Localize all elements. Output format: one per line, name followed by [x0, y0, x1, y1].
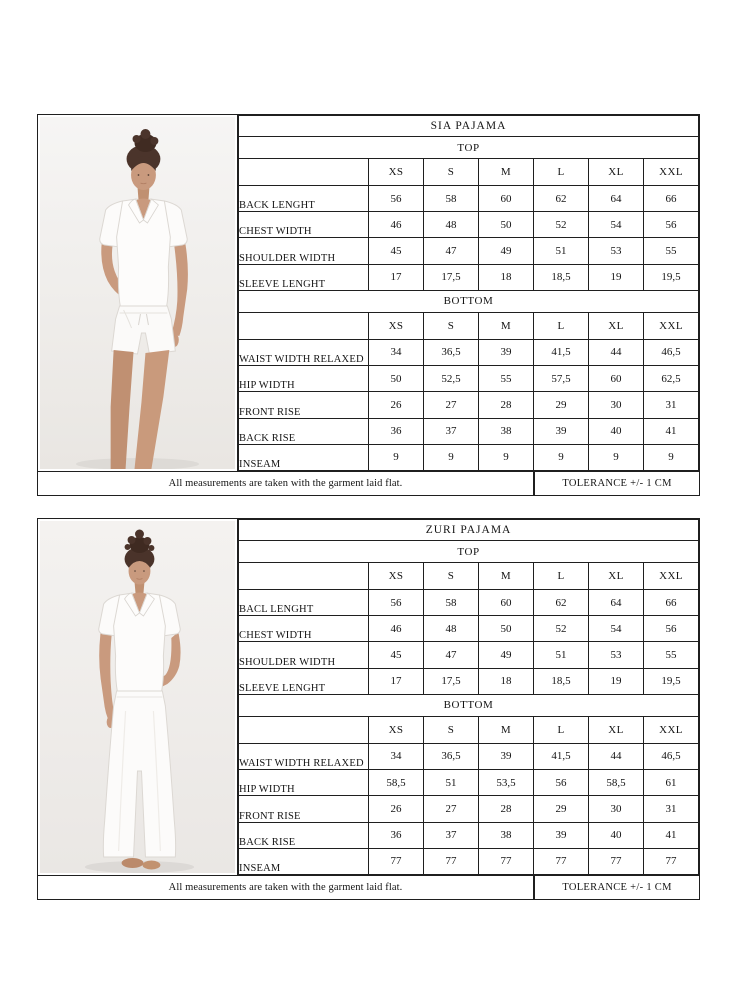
size-column-header: XXL — [644, 563, 699, 590]
table-row — [239, 848, 699, 874]
measurement-value: 51 — [534, 238, 589, 264]
measurement-value: 28 — [479, 392, 534, 418]
size-chart-table-sia — [238, 115, 699, 471]
table-row — [239, 743, 699, 769]
measurement-value: 9 — [424, 444, 479, 470]
measurement-value: 41,5 — [534, 339, 589, 365]
measurement-value: 47 — [424, 642, 479, 668]
empty-corner-cell — [239, 159, 369, 186]
table-row — [239, 642, 699, 668]
measurement-value: 58,5 — [589, 770, 644, 796]
table-row — [239, 212, 699, 238]
measurement-value: 17,5 — [424, 668, 479, 694]
measurement-value: 18,5 — [534, 264, 589, 290]
measurement-value: 45 — [369, 238, 424, 264]
size-column-header: XL — [589, 312, 644, 339]
measurement-value: 48 — [424, 212, 479, 238]
measurement-value: 56 — [369, 186, 424, 212]
measurement-value: 19 — [589, 264, 644, 290]
measurement-value: 39 — [534, 822, 589, 848]
measurement-value: 56 — [534, 770, 589, 796]
measurement-value: 52 — [534, 616, 589, 642]
measurement-value: 9 — [589, 444, 644, 470]
size-column-header: XS — [369, 563, 424, 590]
model-photo-illustration — [40, 521, 235, 873]
measurement-value: 53,5 — [479, 770, 534, 796]
measurement-value: 62 — [534, 590, 589, 616]
measurement-value: 49 — [479, 642, 534, 668]
measurement-value: 51 — [424, 770, 479, 796]
measurement-value: 66 — [644, 590, 699, 616]
size-column-header: L — [534, 563, 589, 590]
footer-row — [38, 875, 699, 899]
measurement-value: 41 — [644, 822, 699, 848]
measurement-label: HIP WIDTH — [239, 770, 369, 796]
measurement-value: 37 — [424, 822, 479, 848]
measurement-value: 19,5 — [644, 668, 699, 694]
note-text: All measurements are taken with the garment laid flat. — [38, 472, 535, 495]
size-column-header: XS — [369, 716, 424, 743]
model-photo-illustration — [40, 117, 235, 469]
measurement-label: HIP WIDTH — [239, 366, 369, 392]
footer-row — [38, 471, 699, 495]
measurement-value: 50 — [369, 366, 424, 392]
table-row — [239, 392, 699, 418]
measurement-label: INSEAM — [239, 848, 369, 874]
table-row — [239, 616, 699, 642]
size-chart-block-zuri — [37, 518, 700, 900]
size-column-header: M — [479, 563, 534, 590]
measurement-value: 54 — [589, 212, 644, 238]
measurement-value: 34 — [369, 339, 424, 365]
size-column-header: L — [534, 716, 589, 743]
measurement-value: 77 — [534, 848, 589, 874]
measurement-label: SHOULDER WIDTH — [239, 238, 369, 264]
measurement-value: 17 — [369, 668, 424, 694]
measurement-label: CHEST WIDTH — [239, 212, 369, 238]
measurement-value: 18,5 — [534, 668, 589, 694]
measurement-label: INSEAM — [239, 444, 369, 470]
table-row — [239, 796, 699, 822]
measurement-value: 46 — [369, 616, 424, 642]
measurement-label: SLEEVE LENGHT — [239, 668, 369, 694]
measurement-value: 19 — [589, 668, 644, 694]
measurement-value: 27 — [424, 796, 479, 822]
measurement-label: FRONT RISE — [239, 392, 369, 418]
measurement-value: 29 — [534, 796, 589, 822]
size-column-header: M — [479, 312, 534, 339]
measurement-value: 53 — [589, 238, 644, 264]
measurement-value: 36 — [369, 822, 424, 848]
size-column-header: XL — [589, 159, 644, 186]
measurement-value: 60 — [479, 590, 534, 616]
size-column-header: M — [479, 159, 534, 186]
measurement-value: 52 — [534, 212, 589, 238]
measurement-value: 64 — [589, 590, 644, 616]
measurement-value: 36 — [369, 418, 424, 444]
size-chart-table-zuri — [238, 519, 699, 875]
measurement-value: 56 — [644, 616, 699, 642]
table-row — [239, 339, 699, 365]
measurement-label: BACK RISE — [239, 822, 369, 848]
measurement-value: 50 — [479, 616, 534, 642]
measurement-value: 9 — [369, 444, 424, 470]
measurement-value: 58 — [424, 590, 479, 616]
measurement-label: CHEST WIDTH — [239, 616, 369, 642]
size-column-header: L — [534, 312, 589, 339]
model-photo — [38, 519, 238, 875]
measurement-value: 45 — [369, 642, 424, 668]
measurement-value: 30 — [589, 392, 644, 418]
measurement-value: 46,5 — [644, 743, 699, 769]
table-row — [239, 668, 699, 694]
measurement-value: 18 — [479, 668, 534, 694]
size-chart-title: SIA PAJAMA — [239, 116, 699, 137]
measurement-label: WAIST WIDTH RELAXED — [239, 339, 369, 365]
measurement-value: 56 — [369, 590, 424, 616]
measurement-value: 17 — [369, 264, 424, 290]
section-header-top: TOP — [239, 137, 699, 159]
measurement-value: 9 — [479, 444, 534, 470]
size-column-header: S — [424, 563, 479, 590]
tolerance-text: TOLERANCE +/- 1 CM — [562, 882, 672, 893]
size-chart-block-sia — [37, 114, 700, 496]
measurement-value: 51 — [534, 642, 589, 668]
measurement-label: BACL LENGHT — [239, 590, 369, 616]
measurement-label: FRONT RISE — [239, 796, 369, 822]
size-column-header: XS — [369, 312, 424, 339]
measurement-value: 31 — [644, 392, 699, 418]
measurement-value: 66 — [644, 186, 699, 212]
measurement-value: 58,5 — [369, 770, 424, 796]
table-row — [239, 418, 699, 444]
measurement-value: 77 — [479, 848, 534, 874]
size-column-header: M — [479, 716, 534, 743]
table-row — [239, 590, 699, 616]
measurement-value: 9 — [534, 444, 589, 470]
table-row — [239, 186, 699, 212]
measurement-value: 18 — [479, 264, 534, 290]
measurement-value: 46 — [369, 212, 424, 238]
measurement-value: 37 — [424, 418, 479, 444]
measurement-label: WAIST WIDTH RELAXED — [239, 743, 369, 769]
measurement-value: 60 — [589, 366, 644, 392]
table-row — [239, 444, 699, 470]
size-column-header: XS — [369, 159, 424, 186]
measurement-value: 77 — [644, 848, 699, 874]
measurement-value: 36,5 — [424, 743, 479, 769]
measurement-value: 39 — [534, 418, 589, 444]
note-text: All measurements are taken with the garment laid flat. — [38, 876, 535, 899]
size-chart-title: ZURI PAJAMA — [239, 520, 699, 541]
measurement-value: 50 — [479, 212, 534, 238]
measurement-label: SHOULDER WIDTH — [239, 642, 369, 668]
measurement-value: 61 — [644, 770, 699, 796]
measurement-value: 53 — [589, 642, 644, 668]
measurement-value: 44 — [589, 339, 644, 365]
empty-corner-cell — [239, 716, 369, 743]
measurement-value: 41,5 — [534, 743, 589, 769]
measurement-value: 41 — [644, 418, 699, 444]
measurement-value: 55 — [479, 366, 534, 392]
section-header-bottom: BOTTOM — [239, 694, 699, 716]
measurement-value: 62 — [534, 186, 589, 212]
measurement-value: 39 — [479, 339, 534, 365]
size-column-header: XXL — [644, 312, 699, 339]
size-column-header: S — [424, 312, 479, 339]
measurement-value: 77 — [369, 848, 424, 874]
measurement-value: 30 — [589, 796, 644, 822]
measurement-value: 62,5 — [644, 366, 699, 392]
empty-corner-cell — [239, 563, 369, 590]
measurement-value: 56 — [644, 212, 699, 238]
measurement-value: 27 — [424, 392, 479, 418]
table-row — [239, 238, 699, 264]
measurement-value: 48 — [424, 616, 479, 642]
measurement-value: 58 — [424, 186, 479, 212]
size-column-header: S — [424, 716, 479, 743]
measurement-value: 46,5 — [644, 339, 699, 365]
measurement-value: 47 — [424, 238, 479, 264]
model-photo — [38, 115, 238, 471]
size-column-header: S — [424, 159, 479, 186]
measurement-value: 52,5 — [424, 366, 479, 392]
measurement-value: 40 — [589, 418, 644, 444]
measurement-value: 54 — [589, 616, 644, 642]
measurement-label: BACK LENGHT — [239, 186, 369, 212]
measurement-label: SLEEVE LENGHT — [239, 264, 369, 290]
table-row — [239, 770, 699, 796]
measurement-value: 39 — [479, 743, 534, 769]
section-header-bottom: BOTTOM — [239, 290, 699, 312]
size-column-header: XL — [589, 716, 644, 743]
tolerance-text: TOLERANCE +/- 1 CM — [562, 478, 672, 489]
measurement-value: 26 — [369, 796, 424, 822]
measurement-value: 77 — [424, 848, 479, 874]
size-column-header: XL — [589, 563, 644, 590]
measurement-value: 9 — [644, 444, 699, 470]
size-column-header: L — [534, 159, 589, 186]
measurement-value: 64 — [589, 186, 644, 212]
table-row — [239, 264, 699, 290]
measurement-value: 36,5 — [424, 339, 479, 365]
measurement-value: 34 — [369, 743, 424, 769]
empty-corner-cell — [239, 312, 369, 339]
measurement-value: 17,5 — [424, 264, 479, 290]
size-column-header: XXL — [644, 159, 699, 186]
measurement-value: 57,5 — [534, 366, 589, 392]
measurement-value: 55 — [644, 642, 699, 668]
table-row — [239, 822, 699, 848]
section-header-top: TOP — [239, 541, 699, 563]
size-column-header: XXL — [644, 716, 699, 743]
measurement-value: 60 — [479, 186, 534, 212]
measurement-label: BACK RISE — [239, 418, 369, 444]
measurement-value: 29 — [534, 392, 589, 418]
measurement-value: 19,5 — [644, 264, 699, 290]
measurement-value: 38 — [479, 418, 534, 444]
measurement-value: 38 — [479, 822, 534, 848]
measurement-value: 40 — [589, 822, 644, 848]
measurement-value: 26 — [369, 392, 424, 418]
measurement-value: 28 — [479, 796, 534, 822]
measurement-value: 44 — [589, 743, 644, 769]
measurement-value: 77 — [589, 848, 644, 874]
measurement-value: 31 — [644, 796, 699, 822]
table-row — [239, 366, 699, 392]
measurement-value: 55 — [644, 238, 699, 264]
measurement-value: 49 — [479, 238, 534, 264]
